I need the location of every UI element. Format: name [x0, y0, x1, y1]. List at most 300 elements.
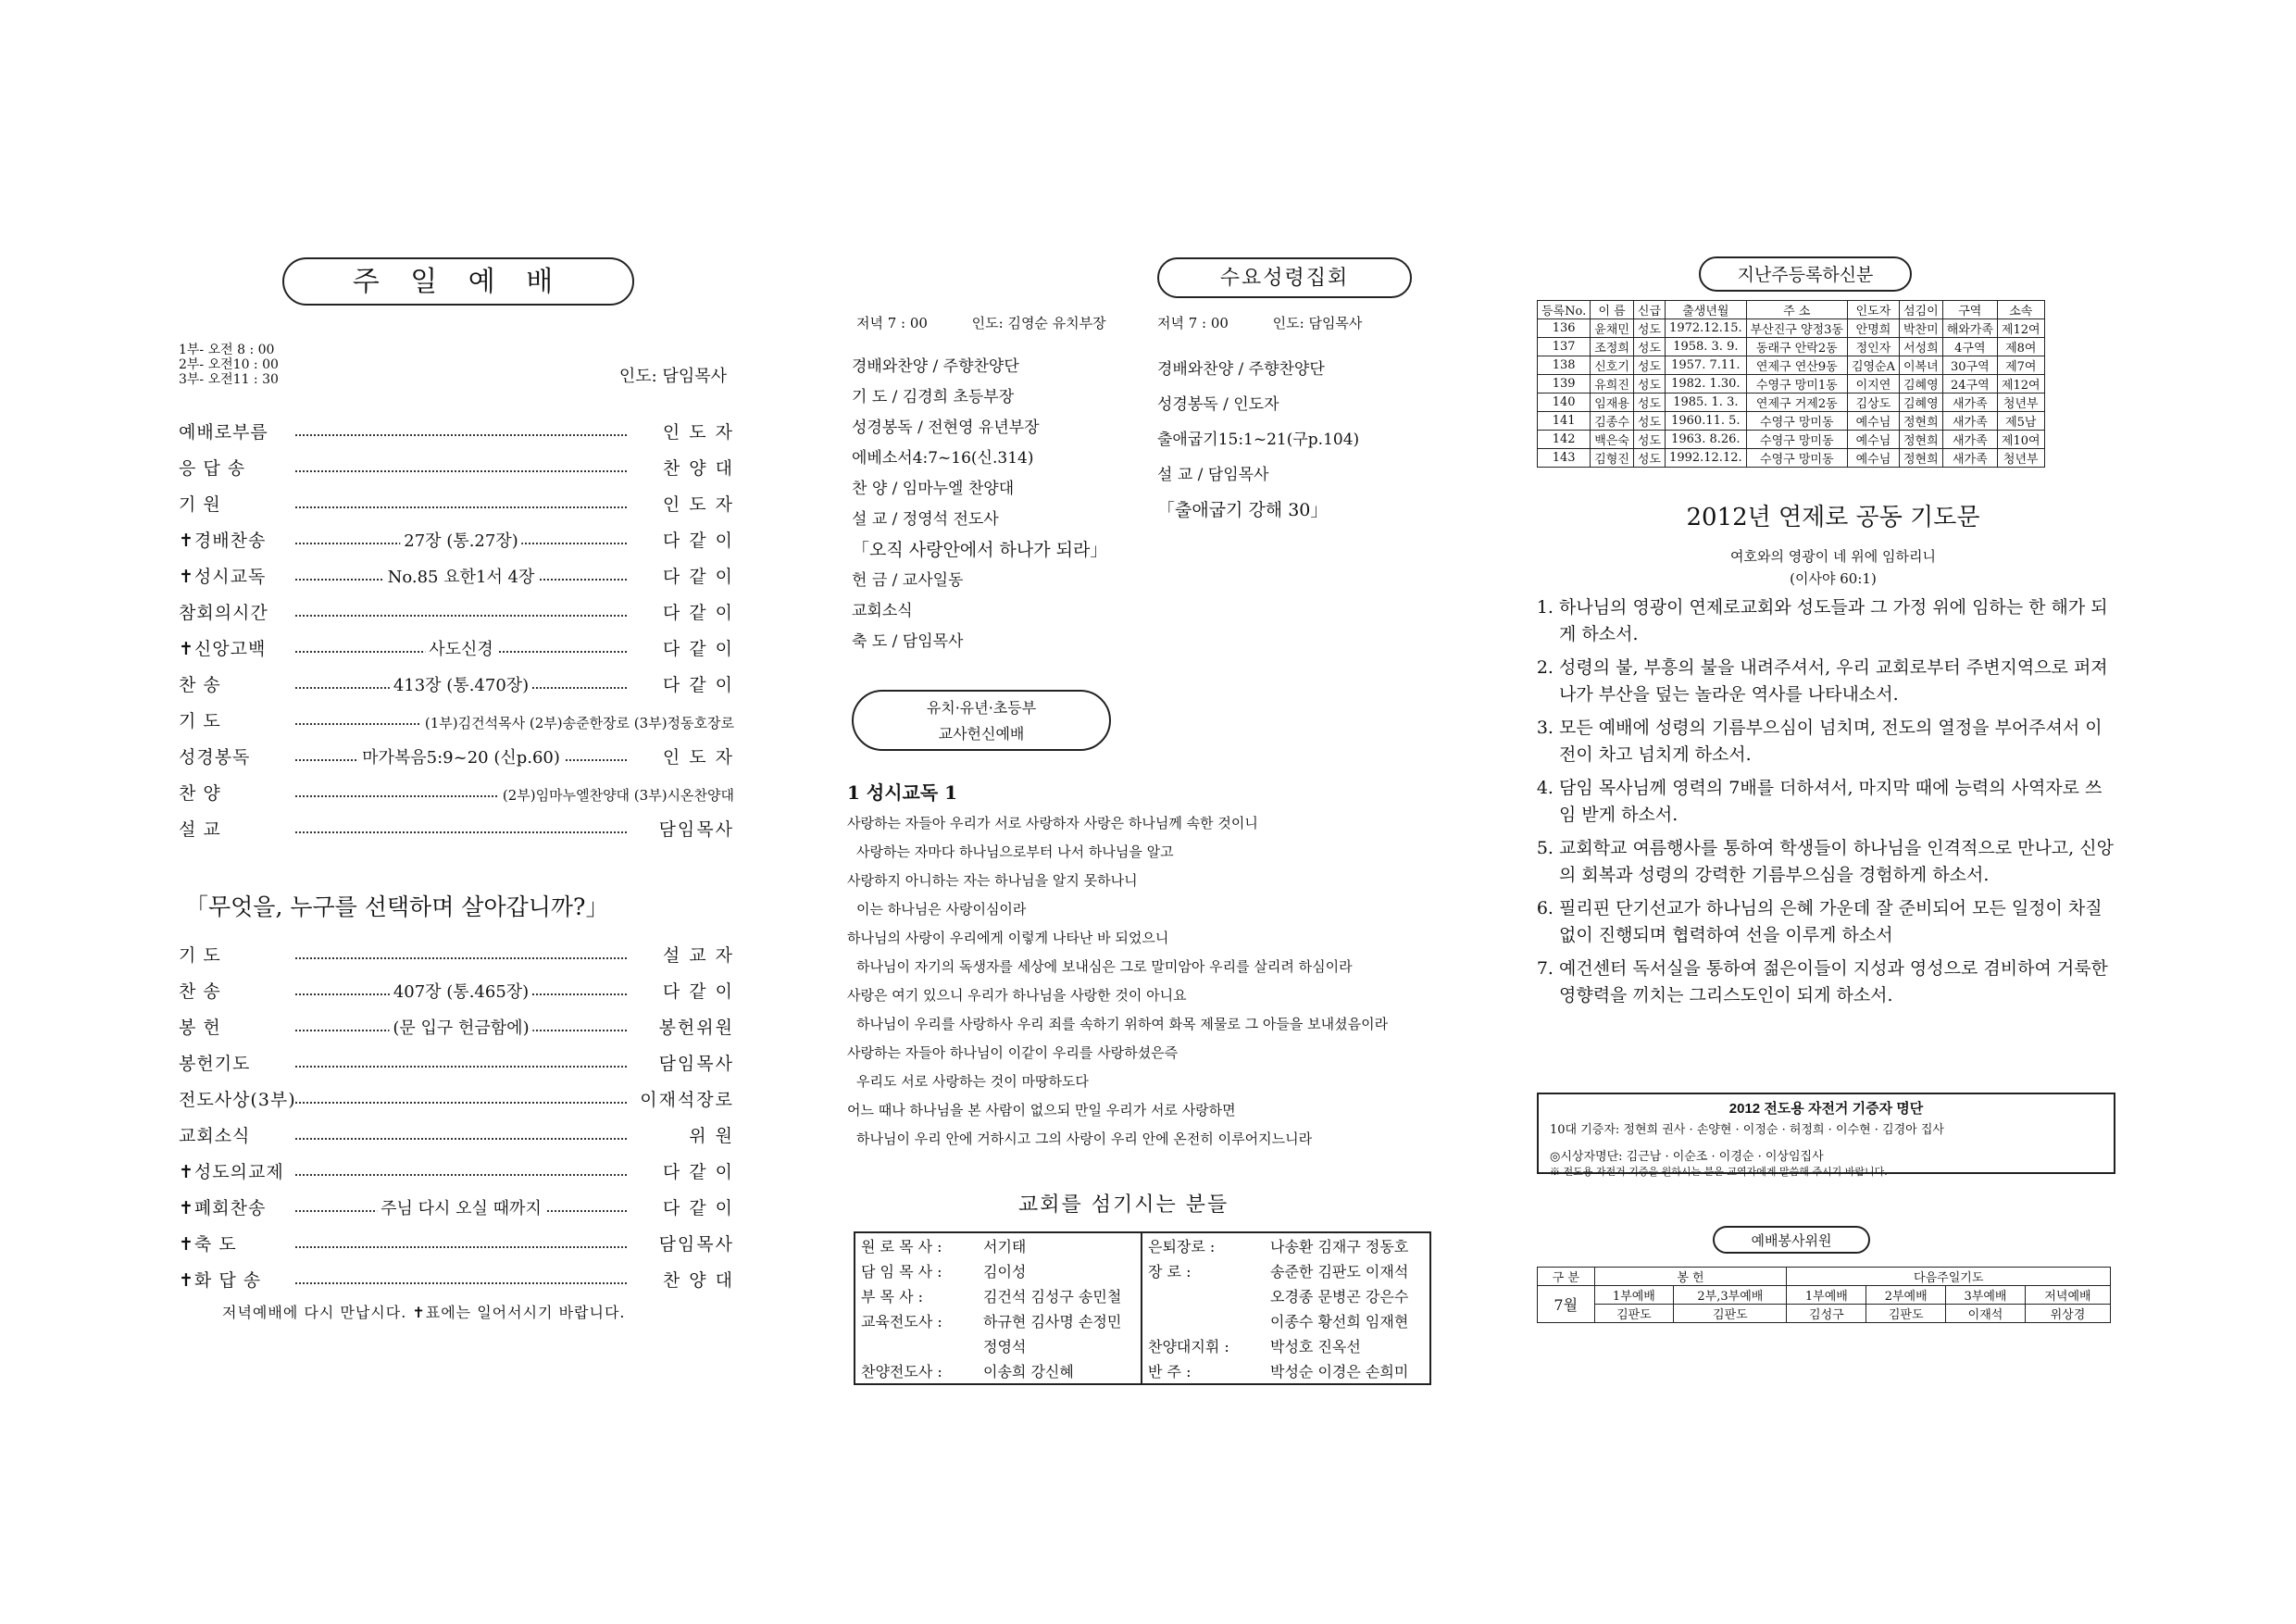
order-leader-dots [295, 1173, 627, 1176]
wednesday-list [1157, 352, 1472, 528]
servant-row [1142, 1333, 1429, 1358]
order-row [179, 552, 734, 588]
servant-role: 담 임 목 사 : [861, 1263, 942, 1280]
reading-line: 하나님의 사랑이 우리에게 이렇게 나타난 바 되었으니 [847, 930, 1169, 946]
duty-pray-header: 다음주일기도 [1787, 1268, 2111, 1286]
members-cell: 136 [1538, 319, 1591, 338]
members-cell: 해와가족 [1942, 319, 1997, 338]
order-row [179, 660, 734, 696]
members-cell: 제12여 [1997, 319, 2044, 338]
members-cell: 1985. 1. 3. [1666, 394, 1747, 412]
members-cell: 30구역 [1942, 356, 1997, 375]
order-leader-dots [295, 531, 627, 551]
duty-sub: 1부예배 [1594, 1286, 1674, 1305]
sunday-leader: 인도: 담임목사 [618, 367, 727, 386]
order-value: 설 교 자 [662, 945, 734, 966]
members-cell: 예수님 [1847, 449, 1899, 468]
order-value: 이재석장로 [640, 1090, 734, 1110]
servant-row [1142, 1308, 1429, 1333]
members-cell: 성도 [1633, 356, 1665, 375]
bike-title: 2012 전도용 자전거 기증자 명단 [1728, 1101, 1924, 1117]
order-list-a [179, 407, 734, 841]
responsive-title: 1 성시교독 1 [847, 781, 958, 804]
duty-name: 김판도 [1594, 1305, 1674, 1323]
members-cell: 청년부 [1997, 394, 2044, 412]
order-row [179, 1255, 734, 1292]
program-item: 교회소식 [852, 602, 913, 620]
servant-role: 교육전도사 : [861, 1313, 942, 1330]
servant-row [1142, 1233, 1429, 1258]
members-cell: 박찬미 [1900, 319, 1943, 338]
program-item: 경배와찬양 / 주향찬양단 [852, 357, 1019, 376]
members-cell: 청년부 [1997, 449, 2044, 468]
members-cell: 141 [1538, 412, 1591, 431]
duty-name: 위상경 [2025, 1305, 2110, 1323]
servant-role: 부 목 사 : [861, 1288, 924, 1305]
members-cell: 137 [1538, 338, 1591, 356]
members-cell: 정현희 [1900, 412, 1943, 431]
servants-left [855, 1233, 1142, 1383]
order-label: 찬 송 [179, 675, 221, 695]
order-row [179, 696, 734, 732]
members-cell: 제12여 [1997, 375, 2044, 394]
wednesday-title: 수요성령집회 [1157, 257, 1412, 298]
members-cell: 이지연 [1847, 375, 1899, 394]
reading-line: 어느 때나 하나님을 본 사람이 없으되 만일 우리가 서로 사랑하면 [847, 1102, 1236, 1118]
duty-name: 김성구 [1787, 1305, 1866, 1323]
order-value: 담임목사 [658, 1054, 734, 1074]
reading-line: 우리도 서로 사랑하는 것이 마땅하도다 [856, 1073, 1089, 1090]
members-cell: 새가족 [1942, 412, 1997, 431]
duty-name: 김판도 [1674, 1305, 1787, 1323]
members-row [1538, 394, 2045, 412]
order-leader-dots [295, 956, 627, 959]
members-cell: 수영구 망미동 [1746, 431, 1847, 449]
members-row [1538, 375, 2045, 394]
servant-names: 이송희 강신혜 [983, 1363, 1074, 1380]
servant-names: 오경종 문병곤 강은수 [1270, 1288, 1409, 1305]
order-label: 응 답 송 [179, 458, 246, 479]
members-cell: 서성희 [1900, 338, 1943, 356]
members-cell: 새가족 [1942, 449, 1997, 468]
order-leader-dots [295, 433, 627, 436]
members-row [1538, 431, 2045, 449]
reading-line: 하나님이 우리 안에 거하시고 그의 사랑이 우리 안에 온전히 이루어지느니라 [856, 1131, 1313, 1147]
responsive-reading [847, 809, 1495, 1154]
order-leader-dots [295, 568, 627, 587]
members-cell: 김혜영 [1900, 394, 1943, 412]
prayer-list [1537, 594, 2115, 1016]
members-cell: 143 [1538, 449, 1591, 468]
servant-role: 원 로 목 사 : [861, 1238, 942, 1255]
order-row [179, 480, 734, 516]
members-cell: 4구역 [1942, 338, 1997, 356]
order-detail: 주님 다시 오실 때까지 [377, 1195, 545, 1219]
order-row [179, 967, 734, 1003]
duty-sub: 저녁예배 [2025, 1286, 2110, 1305]
order-leader-dots [295, 1245, 627, 1248]
order-value: 인 도 자 [662, 494, 734, 515]
order-leader-dots [295, 1101, 627, 1104]
members-cell: 성도 [1633, 319, 1665, 338]
order-label: 참회의시간 [179, 603, 268, 623]
members-cell: 142 [1538, 431, 1591, 449]
prayer-item: 3. 모든 예배에 성령의 기름부으심이 넘치며, 전도의 열정을 부어주셔서 이 전이 차고 넘치게 하소서. [1559, 715, 2115, 768]
members-cell: 김영순A [1847, 356, 1899, 375]
members-cell: 수영구 망미1동 [1746, 375, 1847, 394]
duty-table [1537, 1267, 2111, 1323]
members-header-cell: 출생년월 [1666, 301, 1747, 319]
prayer-item: 1. 하나님의 영광이 연제로교회와 성도들과 그 가정 위에 임하는 한 해가 되게 하소서. [1559, 594, 2115, 648]
members-row [1538, 449, 2045, 468]
members-row [1538, 356, 2045, 375]
duty-sub: 1부예배 [1787, 1286, 1866, 1305]
members-cell: 1958. 3. 9. [1666, 338, 1747, 356]
order-label: 봉헌기도 [179, 1054, 251, 1074]
order-value: 봉헌위원 [658, 1018, 734, 1038]
order-detail: (문 입구 헌금함에) [389, 1015, 532, 1039]
order-value: 인 도 자 [662, 747, 734, 768]
program-item: 「오직 사랑안에서 하나가 되라」 [852, 540, 1108, 560]
order-leader-dots [295, 982, 627, 1002]
servant-row [855, 1308, 1142, 1333]
members-header-cell: 섬김이 [1900, 301, 1943, 319]
order-detail: 407장 (통.465장) [390, 979, 532, 1003]
program-item: 성경봉독 / 전현영 유년부장 [852, 418, 1040, 437]
order-label: 설 교 [179, 819, 221, 840]
members-cell: 138 [1538, 356, 1591, 375]
order-row [179, 1183, 734, 1219]
members-cell: 제8여 [1997, 338, 2044, 356]
time-2: 2부- 오전10 : 00 [179, 357, 279, 372]
order-label: ✝성도의교제 [179, 1162, 284, 1182]
order-leader-dots [295, 469, 627, 472]
program-item: 헌 금 / 교사일동 [852, 571, 964, 590]
members-cell: 새가족 [1942, 394, 1997, 412]
members-cell: 제10여 [1997, 431, 2044, 449]
order-label: 찬 양 [179, 783, 221, 804]
members-cell: 김상도 [1847, 394, 1899, 412]
order-row [179, 624, 734, 660]
order-value: 다 같 이 [662, 675, 734, 695]
order-detail: 413장 (통.470장) [390, 672, 532, 696]
servant-role: 찬양대지휘 : [1148, 1338, 1229, 1355]
order-label: 기 원 [179, 494, 221, 515]
order-value: 다 같 이 [662, 567, 734, 587]
members-table [1537, 300, 2045, 468]
members-cell: 정현희 [1900, 431, 1943, 449]
order-label: 성경봉독 [179, 747, 251, 768]
order-label: 찬 송 [179, 981, 221, 1002]
members-header-cell: 등록No. [1538, 301, 1591, 319]
members-cell: 안명희 [1847, 319, 1899, 338]
program-item: 찬 양 / 임마누엘 찬양대 [852, 480, 1015, 498]
servant-row [855, 1333, 1142, 1358]
order-label: ✝화 답 송 [179, 1270, 262, 1291]
reading-line: 사랑은 여기 있으니 우리가 하나님을 사랑한 것이 아니요 [847, 987, 1187, 1004]
members-header-cell: 소속 [1997, 301, 2044, 319]
prayer-title: 2012년 연제로 공동 기도문 [1686, 504, 1980, 531]
servant-row [1142, 1283, 1429, 1308]
members-cell: 임재용 [1591, 394, 1634, 412]
members-header-cell: 신급 [1633, 301, 1665, 319]
duty-offer-header: 봉 헌 [1594, 1268, 1787, 1286]
program-item: 기 도 / 김경희 초등부장 [852, 388, 1015, 406]
order-leader-dots [295, 1018, 627, 1038]
order-row [179, 588, 734, 624]
order-value: 담임목사 [658, 819, 734, 840]
members-cell: 예수님 [1847, 431, 1899, 449]
reading-line: 사랑하는 자마다 하나님으로부터 나서 하나님을 알고 [856, 843, 1174, 860]
program-item: 경배와찬양 / 주향찬양단 [1157, 360, 1325, 379]
prayer-item: 4. 담임 목사님께 영력의 7배를 더하셔서, 마지막 때에 능력의 사역자로 쓰임 받게 하소서. [1559, 775, 2115, 829]
order-value: 담임목사 [658, 1234, 734, 1255]
reading-line: 이는 하나님은 사랑이심이라 [856, 901, 1027, 918]
order-label: ✝성시교독 [179, 567, 267, 587]
members-cell: 부산진구 양정3동 [1746, 319, 1847, 338]
servant-names: 박성호 진옥선 [1270, 1338, 1361, 1355]
servant-role: 장 로 : [1148, 1263, 1192, 1280]
order-leader-dots [295, 794, 497, 797]
members-cell: 1960.11. 5. [1666, 412, 1747, 431]
order-detail: 마가복음5:9~20 (신p.60) [358, 744, 564, 768]
order-list-b [179, 931, 734, 1292]
order-row [179, 931, 734, 967]
order-leader-dots [295, 722, 419, 725]
members-cell: 1957. 7.11. [1666, 356, 1747, 375]
order-value: 다 같 이 [662, 531, 734, 551]
time-1: 1부- 오전 8 : 00 [179, 343, 275, 357]
evening-header: 저녁 7 : 00 인도: 김영순 유치부장 [856, 315, 1106, 331]
members-cell: 성도 [1633, 449, 1665, 468]
members-cell: 예수님 [1847, 412, 1899, 431]
order-value: 찬 양 대 [662, 458, 734, 479]
servant-names: 하규현 김사명 손정민 [983, 1313, 1122, 1330]
servant-names: 나송환 김재구 정동호 [1270, 1238, 1409, 1255]
members-cell: 1963. 8.26. [1666, 431, 1747, 449]
members-row [1538, 338, 2045, 356]
bike-box [1537, 1093, 2115, 1178]
order-value: (2부)임마누엘찬양대 (3부)시온찬양대 [502, 787, 734, 804]
members-cell: 1992.12.12. [1666, 449, 1747, 468]
order-value: 찬 양 대 [662, 1270, 734, 1291]
members-cell: 수영구 망미동 [1746, 412, 1847, 431]
members-cell: 정인자 [1847, 338, 1899, 356]
servant-role: 반 주 : [1148, 1363, 1192, 1380]
order-label: 교회소식 [179, 1126, 251, 1146]
sermon-title: 「무엇을, 누구를 선택하며 살아갑니까?」 [185, 893, 609, 920]
sunday-title: 주 일 예 배 [282, 257, 634, 306]
members-header-cell: 이 름 [1591, 301, 1634, 319]
order-row [179, 1039, 734, 1075]
order-label: ✝신앙고백 [179, 639, 267, 659]
order-value: 다 같 이 [662, 603, 734, 623]
program-item: 에베소서4:7~16(신.314) [852, 449, 1034, 468]
order-label: 기 도 [179, 945, 221, 966]
bike-donors: 10대 기증자: 정현희 권사 · 손양현 · 이정순 · 허정희 · 이수현 · 김경아 집사 [1550, 1123, 1944, 1137]
servants-box [854, 1231, 1431, 1385]
reading-line: 하나님이 우리를 사랑하사 우리 죄를 속하기 위하여 화목 제물로 그 아들을 보내셨음이라 [856, 1016, 1389, 1032]
order-row [179, 732, 734, 768]
order-value: 다 같 이 [662, 639, 734, 659]
order-leader-dots [295, 640, 627, 659]
servant-names: 송준한 김판도 이재석 [1270, 1263, 1409, 1280]
servant-row [1142, 1258, 1429, 1283]
reading-line: 사랑하는 자들아 하나님이 이같이 우리를 사랑하셨은즉 [847, 1044, 1179, 1061]
members-cell: 연제구 거제2동 [1746, 394, 1847, 412]
members-cell: 동래구 안락2동 [1746, 338, 1847, 356]
bike-note: ※ 전도용 자전거 기증을 원하시는 분은 교역자에게 말씀해 주시기 바랍니다. [1550, 1166, 1888, 1178]
order-row [179, 768, 734, 805]
order-row [179, 407, 734, 443]
sunday-footer: 저녁예배에 다시 만납시다. ✝표에는 일어서시기 바랍니다. [222, 1304, 626, 1321]
members-cell: 김형진 [1591, 449, 1634, 468]
servants-title: 교회를 섬기시는 분들 [1018, 1193, 1229, 1217]
reading-line: 하나님이 자기의 독생자를 세상에 보내심은 그로 말미암아 우리를 살리려 하심이라 [856, 958, 1353, 975]
members-cell: 성도 [1633, 338, 1665, 356]
members-cell: 새가족 [1942, 431, 1997, 449]
members-cell: 성도 [1633, 412, 1665, 431]
members-cell: 이복녀 [1900, 356, 1943, 375]
duty-sub: 2부예배 [1866, 1286, 1946, 1305]
order-leader-dots [295, 831, 627, 833]
members-cell: 유희진 [1591, 375, 1634, 394]
order-detail: 사도신경 [425, 636, 497, 660]
duty-name: 이재석 [1946, 1305, 2026, 1323]
servant-row [855, 1358, 1142, 1383]
servant-names: 정영석 [983, 1338, 1027, 1355]
members-cell: 수영구 망미동 [1746, 449, 1847, 468]
prayer-item: 7. 예건센터 독서실을 통하여 젊은이들이 지성과 영성으로 겸비하여 거룩한 영향력을 끼치는 그리스도인이 되게 하소서. [1559, 956, 2115, 1009]
servant-role: 찬양전도사 : [861, 1363, 942, 1380]
members-cell: 김종수 [1591, 412, 1634, 431]
badge-line-1: 유치·유년·초등부 [926, 699, 1037, 717]
members-cell: 139 [1538, 375, 1591, 394]
wednesday-header: 저녁 7 : 00 인도: 담임목사 [1157, 315, 1363, 331]
order-label: 봉 헌 [179, 1018, 221, 1038]
order-value: 다 같 이 [662, 981, 734, 1002]
servant-role [1142, 1283, 1265, 1308]
servant-names: 김건석 김성구 송민철 [983, 1288, 1122, 1305]
badge-line-2: 교사헌신예배 [938, 725, 1025, 743]
servants-right [1142, 1233, 1429, 1383]
order-value: 다 같 이 [662, 1162, 734, 1182]
servant-row [855, 1233, 1142, 1258]
order-leader-dots [295, 614, 627, 617]
members-row [1538, 319, 2045, 338]
members-header-cell: 주 소 [1746, 301, 1847, 319]
order-row [179, 805, 734, 841]
members-cell: 제5남 [1997, 412, 2044, 431]
servant-row [1142, 1358, 1429, 1383]
order-leader-dots [295, 676, 627, 695]
members-cell: 조정희 [1591, 338, 1634, 356]
duty-month: 7월 [1538, 1286, 1595, 1323]
order-leader-dots [295, 1065, 627, 1068]
bike-awardees: ◎시상자명단: 김근남 · 이순조 · 이경순 · 이상임집사 [1550, 1150, 1824, 1164]
program-item: 설 교 / 정영석 전도사 [852, 510, 999, 529]
order-row [179, 1219, 734, 1255]
order-value: (1부)김건석목사 (2부)송준한장로 (3부)정동호장로 [424, 715, 734, 731]
members-cell: 연제구 연산9동 [1746, 356, 1847, 375]
duty-sub: 3부예배 [1946, 1286, 2026, 1305]
members-cell: 성도 [1633, 431, 1665, 449]
duty-group-header: 구 분 [1538, 1268, 1595, 1286]
prayer-item: 2. 성령의 불, 부흥의 불을 내려주셔서, 우리 교회로부터 주변지역으로 퍼져나가 부산을 덮는 놀라운 역사를 나타내소서. [1559, 655, 2115, 708]
time-3: 3부- 오전11 : 30 [179, 372, 279, 387]
members-cell: 김혜영 [1900, 375, 1943, 394]
members-cell: 백은숙 [1591, 431, 1634, 449]
members-cell: 성도 [1633, 394, 1665, 412]
order-leader-dots [295, 506, 627, 508]
servant-names: 서기태 [983, 1238, 1027, 1255]
members-cell: 윤채민 [1591, 319, 1634, 338]
order-row [179, 1147, 734, 1183]
members-row [1538, 412, 2045, 431]
order-value: 위 원 [689, 1126, 734, 1146]
duty-title: 예배봉사위원 [1713, 1226, 1870, 1254]
members-cell: 제7여 [1997, 356, 2044, 375]
service-times [179, 343, 279, 387]
order-label: 전도사상(3부) [179, 1090, 296, 1110]
order-leader-dots [295, 1281, 627, 1284]
members-cell: 성도 [1633, 375, 1665, 394]
order-label: ✝폐회찬송 [179, 1198, 267, 1218]
reading-line: 사랑하지 아니하는 자는 하나님을 알지 못하나니 [847, 872, 1138, 889]
duty-name: 김판도 [1866, 1305, 1946, 1323]
servant-row [855, 1283, 1142, 1308]
members-header-row [1538, 301, 2045, 319]
order-detail: No.85 요한1서 4장 [384, 564, 539, 588]
order-label: ✝경배찬송 [179, 531, 267, 551]
program-item: 설 교 / 담임목사 [1157, 466, 1269, 484]
order-detail: 27장 (통.27장) [400, 528, 521, 552]
members-cell: 신호기 [1591, 356, 1634, 375]
order-leader-dots [295, 748, 627, 768]
evening-badge [852, 690, 1111, 751]
members-title: 지난주등록하신분 [1699, 256, 1912, 292]
program-item: 축 도 / 담임목사 [852, 632, 964, 651]
servant-role: 은퇴장로 : [1148, 1238, 1216, 1255]
servant-role [1142, 1308, 1265, 1333]
order-value: 다 같 이 [662, 1198, 734, 1218]
order-row [179, 1003, 734, 1039]
order-row [179, 443, 734, 480]
program-item: 출애굽기15:1~21(구p.104) [1157, 431, 1360, 449]
members-cell: 140 [1538, 394, 1591, 412]
order-label: 기 도 [179, 711, 221, 731]
servant-names: 김이성 [983, 1263, 1027, 1280]
duty-sub: 2부,3부예배 [1674, 1286, 1787, 1305]
program-item: 성경봉독 / 인도자 [1157, 395, 1279, 414]
reading-line: 사랑하는 자들아 우리가 서로 사랑하자 사랑은 하나님께 속한 것이니 [847, 815, 1258, 831]
prayer-verse: 여호와의 영광이 네 위에 임하리니 [1730, 548, 1936, 565]
order-leader-dots [295, 1137, 627, 1140]
prayer-item: 5. 교회학교 여름행사를 통하여 학생들이 하나님을 인격적으로 만나고, 신앙의 회복과 성령의 강력한 기름부으심을 경험하게 하소서. [1559, 835, 2115, 889]
servant-names: 박성순 이경은 손희미 [1270, 1363, 1409, 1380]
order-row [179, 1075, 734, 1111]
order-label: 예배로부름 [179, 422, 268, 443]
members-cell: 1972.12.15. [1666, 319, 1747, 338]
members-cell: 1982. 1.30. [1666, 375, 1747, 394]
members-header-cell: 인도자 [1847, 301, 1899, 319]
prayer-reference: (이사야 60:1) [1790, 570, 1877, 587]
members-cell: 정현희 [1900, 449, 1943, 468]
program-item: 「출애굽기 강해 30」 [1157, 500, 1329, 520]
servant-names: 이종수 황선희 임재현 [1270, 1313, 1409, 1330]
servant-role [855, 1333, 978, 1358]
order-row [179, 516, 734, 552]
